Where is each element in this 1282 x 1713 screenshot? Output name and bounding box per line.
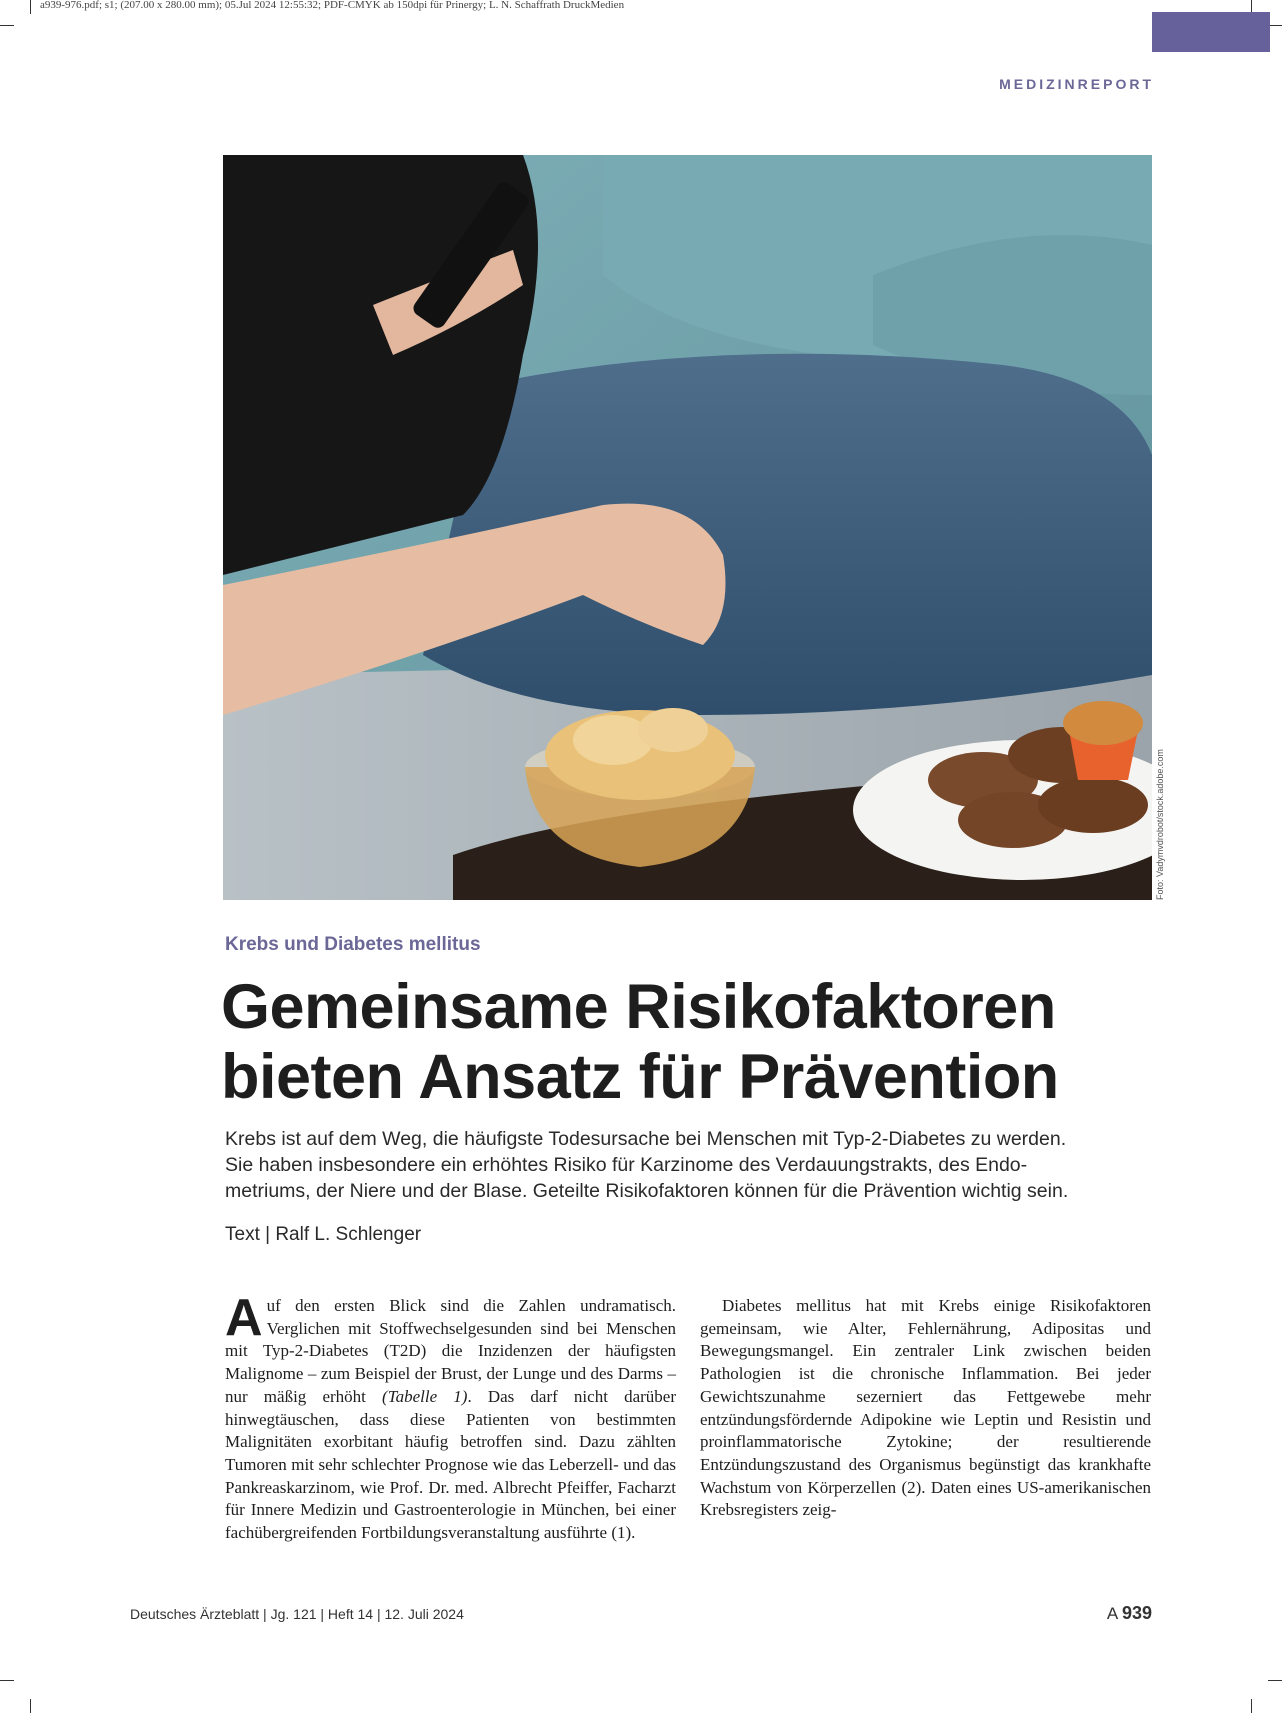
table-reference[interactable]: (Tabelle 1)	[382, 1386, 468, 1406]
body-column-left	[225, 1289, 676, 1545]
section-label: MEDIZINREPORT	[999, 76, 1154, 92]
crop-mark	[1251, 1699, 1252, 1713]
lead-paragraph	[225, 1126, 1085, 1204]
photo-credit: Foto: Vadymvdrobot/stock.adobe.com	[1155, 749, 1165, 900]
lead-line: Sie haben insbesondere ein erhöhtes Risiko für Karzinome des Verdauungstrakts, des Endo-	[225, 1154, 1028, 1176]
crop-mark	[1268, 1680, 1282, 1681]
hero-photo	[223, 155, 1152, 900]
footer-journal: Deutsches Ärzteblatt | Jg. 121 | Heft 14 | 12. Juli 2024	[130, 1606, 464, 1622]
page-number: 939	[1121, 1603, 1152, 1623]
color-bar	[1152, 12, 1270, 52]
page-prefix: A	[1106, 1604, 1118, 1623]
body-text: . Das darf nicht darüber hinwegtäuschen, dass diese Patienten von bestimmten Malignitäten exorbitant häufig betroffen sind. Dazu zählten Tumoren mit sehr schlechter Prognose wie das Leberzell- und das Pankreaskarzinom, wie Prof. Dr. med. Albrecht Pfeiffer, Facharzt für Innere Medizin und Gastroenterologie in München, bei einer fachübergreifenden Fortbildungsveranstaltung ausführte (1).	[225, 1386, 676, 1543]
print-info: a939-976.pdf; s1; (207.00 x 280.00 mm); 05.Jul 2024 12:55:32; PDF-CMYK ab 150dpi für Prinergy; L. N. Schaffrath DruckMedien	[40, 0, 625, 11]
headline	[221, 972, 1181, 1112]
body-paragraph: Diabetes mellitus hat mit Krebs einige Risikofaktoren gemeinsam, wie Alter, Fehlernährung, Adipositas und Bewegungsmangel. Ein zentraler Link zwischen beiden Pathologien ist die chronische Inflammation. Bei jeder Gewichtszunahme sezerniert das Fettgewebe mehr entzündungsfördernde Adipokine wie Leptin und Resistin und proinflammatorische Zytokine; der resultierende Entzündungszustand des Organismus begünstigt das krankhafte Wachstum von Körperzellen (2). Daten eines US-amerikanischen Krebsregisters zeig-	[700, 1296, 1151, 1520]
headline-line: Gemeinsame Risikofaktoren	[221, 972, 1056, 1042]
crop-mark	[30, 0, 31, 14]
body-column-right	[700, 1295, 1151, 1522]
footer-page	[1107, 1603, 1152, 1624]
kicker: Krebs und Diabetes mellitus	[225, 934, 481, 955]
body-text: uf den ersten Blick sind die Zahlen undramatisch. Verglichen mit Stoffwechselgesunden sind bei Menschen mit Typ-2-Diabetes (T2D) die Inzidenzen der häufigsten Malignome – zum Beispiel der Brust, der Lunge und des Darms – nur mäßig erhöht	[225, 1296, 676, 1406]
crop-mark	[1268, 25, 1282, 26]
crop-mark	[0, 25, 14, 26]
lead-line: Krebs ist auf dem Weg, die häufigste Todesursache bei Menschen mit Typ-2-Diabetes zu werden.	[225, 1128, 1067, 1150]
crop-mark	[30, 1699, 31, 1713]
crop-mark	[0, 1680, 14, 1681]
body-paragraph	[225, 1289, 676, 1545]
dropcap: A	[225, 1289, 263, 1347]
lead-line: metriums, der Niere und der Blase. Geteilte Risikofaktoren können für die Prävention wichtig sein.	[225, 1180, 1069, 1202]
byline: Text | Ralf L. Schlenger	[225, 1224, 422, 1245]
headline-line: bieten Ansatz für Prävention	[221, 1042, 1059, 1112]
